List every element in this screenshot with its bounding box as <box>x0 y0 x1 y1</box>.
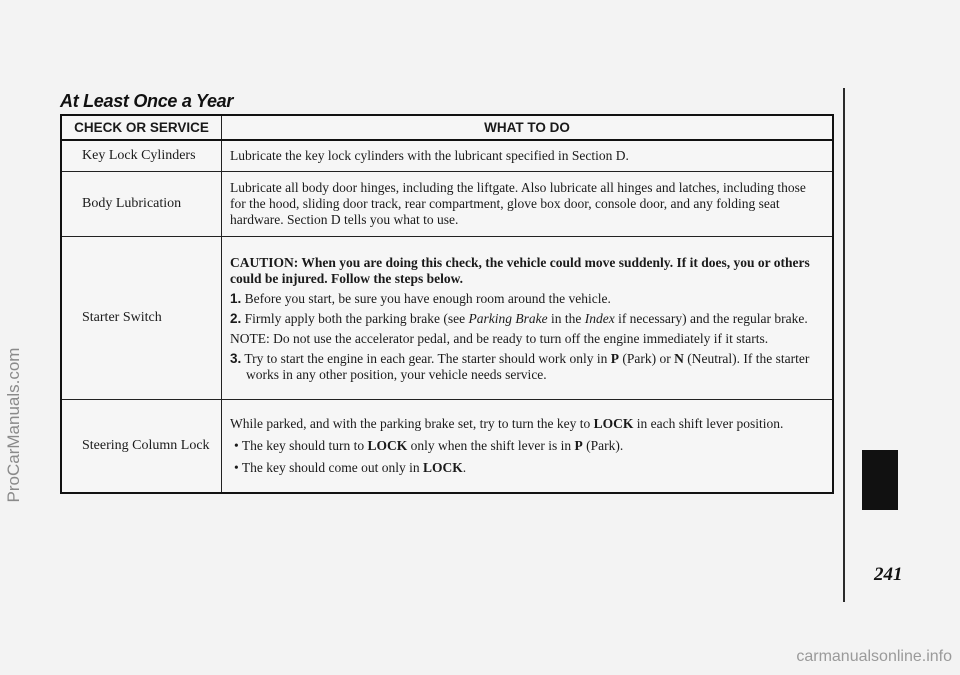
bullet-1-text-c: (Park). <box>582 438 624 453</box>
parking-brake-reference: Parking Brake <box>468 311 548 326</box>
bullet-1-text-a: The key should turn to <box>241 438 368 453</box>
lock-keyword: LOCK <box>593 416 634 431</box>
steering-intro <box>230 416 824 432</box>
caution-text: CAUTION: When you are doing this check, the vehicle could move suddenly. If it does, you or others could be injured. Follow the steps below. <box>230 255 810 286</box>
step-3-text-a: Try to start the engine in each gear. The starter should work only in <box>244 351 611 366</box>
step-3-text-c: (Neutral). If the starter works in any other position, your vehicle needs service. <box>246 351 810 382</box>
section-tab-marker <box>862 450 898 510</box>
instructions-starter-switch <box>222 237 834 400</box>
note-text: NOTE: Do not use the accelerator pedal, and be ready to turn off the engine immediately if it starts. <box>230 331 769 346</box>
step-2-number: 2. <box>230 311 242 326</box>
bullet-2-text-b: . <box>462 460 467 475</box>
step-1-number: 1. <box>230 291 242 306</box>
instructions-body-lubrication: Lubricate all body door hinges, including the liftgate. Also lubricate all hinges and latches, including those for the hood, sliding door track, rear compartment, glove box door, console door, and any folding seat hardware. Section D tells you what to use. <box>222 172 834 237</box>
step-1-text: Before you start, be sure you have enough room around the vehicle. <box>244 291 611 306</box>
header-what-to-do: WHAT TO DO <box>222 115 834 140</box>
item-key-lock-cylinders: Key Lock Cylinders <box>61 140 222 172</box>
step-3-number: 3. <box>230 351 242 366</box>
item-starter-switch: Starter Switch <box>61 237 222 400</box>
park-gear-letter: P <box>610 351 619 366</box>
table-row-key-lock-cylinders <box>61 140 833 172</box>
item-steering-column-lock: Steering Column Lock <box>61 400 222 494</box>
bullet-item-1 <box>230 438 824 454</box>
instructions-steering-column-lock <box>222 400 834 494</box>
item-body-lubrication: Body Lubrication <box>61 172 222 237</box>
lock-keyword: LOCK <box>367 438 408 453</box>
bullet-2-text-a: The key should come out only in <box>241 460 423 475</box>
park-gear-letter: P <box>574 438 583 453</box>
step-2-text-a: Firmly apply both the parking brake (see <box>244 311 469 326</box>
section-title: At Least Once a Year <box>60 91 234 111</box>
table-row-steering-column-lock <box>61 400 833 494</box>
bullet-item-2 <box>230 460 824 476</box>
step-2-text-c: if necessary) and the regular brake. <box>614 311 808 326</box>
index-reference: Index <box>584 311 615 326</box>
neutral-gear-letter: N <box>674 351 684 366</box>
bullet-icon: • <box>234 438 239 453</box>
step-1 <box>230 291 824 307</box>
watermark-bottom: carmanualsonline.info <box>796 648 952 665</box>
watermark-left <box>1 250 27 600</box>
page-number: 241 <box>874 564 903 585</box>
watermark-left-text: ProCarManuals.com <box>4 347 23 503</box>
page-margin-rule <box>843 88 845 602</box>
step-3-text-b: (Park) or <box>618 351 675 366</box>
steering-intro-b: in each shift lever position. <box>633 416 784 431</box>
instructions-key-lock-cylinders: Lubricate the key lock cylinders with the lubricant specified in Section D. <box>222 140 834 172</box>
step-3 <box>230 351 824 383</box>
step-2 <box>230 311 824 327</box>
bullet-icon: • <box>234 460 239 475</box>
lock-keyword: LOCK <box>422 460 463 475</box>
bullet-1-text-b: only when the shift lever is in <box>407 438 575 453</box>
header-check-or-service: CHECK OR SERVICE <box>61 115 222 140</box>
step-2-text-b: in the <box>547 311 585 326</box>
maintenance-table <box>60 114 834 494</box>
table-row-body-lubrication <box>61 172 833 237</box>
table-row-starter-switch <box>61 237 833 400</box>
steering-intro-a: While parked, and with the parking brake set, try to turn the key to <box>230 416 594 431</box>
table-header-row <box>61 115 833 140</box>
